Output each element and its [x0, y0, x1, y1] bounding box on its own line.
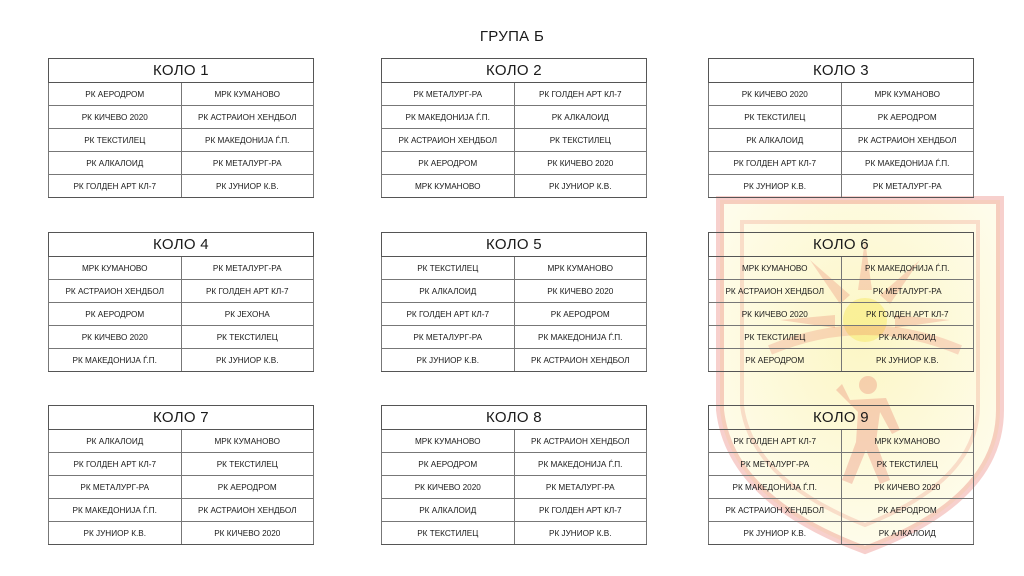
away-team: МРК КУМАНОВО [514, 257, 647, 280]
away-team: МРК КУМАНОВО [181, 430, 314, 453]
home-team: РК КИЧЕВО 2020 [709, 83, 842, 106]
home-team: РК МЕТАЛУРГ-РА [709, 453, 842, 476]
match-row [382, 280, 647, 303]
away-team: РК АСТРАИОН ХЕНДБОЛ [514, 430, 647, 453]
round-title: КОЛО 8 [382, 406, 647, 430]
match-row [382, 129, 647, 152]
match-row [49, 326, 314, 349]
match-row [382, 303, 647, 326]
match-row [382, 522, 647, 545]
match-row [382, 175, 647, 198]
away-team: РК ГОЛДЕН АРТ КЛ-7 [181, 280, 314, 303]
home-team: РК МЕТАЛУРГ-РА [382, 83, 515, 106]
away-team: РК ЈУНИОР К.В. [181, 349, 314, 372]
home-team: РК ТЕКСТИЛЕЦ [49, 129, 182, 152]
home-team: РК АЛКАЛОИД [709, 129, 842, 152]
away-team: РК АЕРОДРОМ [841, 499, 974, 522]
match-row [49, 349, 314, 372]
round-table [381, 405, 647, 545]
round-title: КОЛО 2 [382, 59, 647, 83]
home-team: РК МАКЕДОНИЈА Ѓ.П. [382, 106, 515, 129]
away-team: РК АЕРОДРОМ [181, 476, 314, 499]
home-team: РК АСТРАИОН ХЕНДБОЛ [709, 499, 842, 522]
away-team: РК ГОЛДЕН АРТ КЛ-7 [514, 83, 647, 106]
round-table [708, 58, 974, 198]
away-team: МРК КУМАНОВО [841, 83, 974, 106]
home-team: РК АЕРОДРОМ [709, 349, 842, 372]
away-team: РК ТЕКСТИЛЕЦ [181, 453, 314, 476]
away-team: РК АСТРАИОН ХЕНДБОЛ [181, 106, 314, 129]
away-team: РК МЕТАЛУРГ-РА [181, 257, 314, 280]
home-team: РК МАКЕДОНИЈА Ѓ.П. [49, 499, 182, 522]
home-team: РК МАКЕДОНИЈА Ѓ.П. [49, 349, 182, 372]
home-team: МРК КУМАНОВО [382, 430, 515, 453]
home-team: РК ТЕКСТИЛЕЦ [382, 257, 515, 280]
away-team: РК ГОЛДЕН АРТ КЛ-7 [514, 499, 647, 522]
home-team: МРК КУМАНОВО [709, 257, 842, 280]
home-team: РК АЛКАЛОИД [382, 280, 515, 303]
round-title: КОЛО 4 [49, 233, 314, 257]
away-team: РК ЈЕХОНА [181, 303, 314, 326]
home-team: РК ЈУНИОР К.В. [709, 522, 842, 545]
home-team: РК АСТРАИОН ХЕНДБОЛ [49, 280, 182, 303]
match-row [709, 175, 974, 198]
match-row [709, 257, 974, 280]
home-team: РК ГОЛДЕН АРТ КЛ-7 [709, 152, 842, 175]
away-team: РК КИЧЕВО 2020 [514, 152, 647, 175]
away-team: РК МЕТАЛУРГ-РА [181, 152, 314, 175]
match-row [49, 129, 314, 152]
away-team: РК АСТРАИОН ХЕНДБОЛ [841, 129, 974, 152]
match-row [709, 499, 974, 522]
match-row [49, 106, 314, 129]
home-team: РК АСТРАИОН ХЕНДБОЛ [382, 129, 515, 152]
match-row [709, 476, 974, 499]
away-team: РК АЕРОДРОМ [841, 106, 974, 129]
home-team: РК ТЕКСТИЛЕЦ [709, 326, 842, 349]
match-row [382, 430, 647, 453]
match-row [382, 152, 647, 175]
home-team: РК АЛКАЛОИД [49, 430, 182, 453]
home-team: МРК КУМАНОВО [382, 175, 515, 198]
round-table [708, 405, 974, 545]
away-team: РК МЕТАЛУРГ-РА [841, 175, 974, 198]
away-team: МРК КУМАНОВО [181, 83, 314, 106]
away-team: РК МАКЕДОНИЈА Ѓ.П. [514, 326, 647, 349]
match-row [709, 430, 974, 453]
match-row [709, 303, 974, 326]
match-row [382, 476, 647, 499]
home-team: РК МАКЕДОНИЈА Ѓ.П. [709, 476, 842, 499]
match-row [49, 257, 314, 280]
match-row [382, 326, 647, 349]
match-row [709, 129, 974, 152]
away-team: РК МАКЕДОНИЈА Ѓ.П. [841, 152, 974, 175]
match-row [382, 499, 647, 522]
match-row [382, 106, 647, 129]
away-team: РК КИЧЕВО 2020 [514, 280, 647, 303]
away-team: РК ЈУНИОР К.В. [841, 349, 974, 372]
round-table [48, 405, 314, 545]
home-team: РК ТЕКСТИЛЕЦ [382, 522, 515, 545]
match-row [49, 522, 314, 545]
home-team: РК ЈУНИОР К.В. [382, 349, 515, 372]
home-team: РК АЕРОДРОМ [382, 453, 515, 476]
round-title: КОЛО 5 [382, 233, 647, 257]
match-row [709, 453, 974, 476]
match-row [49, 499, 314, 522]
away-team: РК ТЕКСТИЛЕЦ [514, 129, 647, 152]
match-row [709, 83, 974, 106]
round-title: КОЛО 9 [709, 406, 974, 430]
match-row [709, 152, 974, 175]
match-row [709, 106, 974, 129]
home-team: РК МЕТАЛУРГ-РА [382, 326, 515, 349]
group-title: ГРУПА Б [479, 28, 545, 45]
round-title: КОЛО 3 [709, 59, 974, 83]
away-team: РК ЈУНИОР К.В. [514, 175, 647, 198]
match-row [382, 83, 647, 106]
home-team: РК ГОЛДЕН АРТ КЛ-7 [49, 453, 182, 476]
home-team: РК ГОЛДЕН АРТ КЛ-7 [49, 175, 182, 198]
away-team: РК ТЕКСТИЛЕЦ [181, 326, 314, 349]
match-row [49, 83, 314, 106]
home-team: РК ЈУНИОР К.В. [49, 522, 182, 545]
home-team: РК МЕТАЛУРГ-РА [49, 476, 182, 499]
away-team: РК МАКЕДОНИЈА Ѓ.П. [841, 257, 974, 280]
away-team: РК МЕТАЛУРГ-РА [514, 476, 647, 499]
match-row [49, 280, 314, 303]
home-team: РК АЛКАЛОИД [382, 499, 515, 522]
away-team: РК МАКЕДОНИЈА Ѓ.П. [514, 453, 647, 476]
home-team: РК ТЕКСТИЛЕЦ [709, 106, 842, 129]
away-team: РК АСТРАИОН ХЕНДБОЛ [514, 349, 647, 372]
away-team: РК ЈУНИОР К.В. [514, 522, 647, 545]
away-team: РК АСТРАИОН ХЕНДБОЛ [181, 499, 314, 522]
round-table [381, 58, 647, 198]
home-team: РК АЕРОДРОМ [49, 83, 182, 106]
round-table [48, 58, 314, 198]
match-row [49, 152, 314, 175]
away-team: РК КИЧЕВО 2020 [181, 522, 314, 545]
match-row [49, 430, 314, 453]
match-row [49, 175, 314, 198]
home-team: РК АЛКАЛОИД [49, 152, 182, 175]
away-team: МРК КУМАНОВО [841, 430, 974, 453]
home-team: РК ЈУНИОР К.В. [709, 175, 842, 198]
away-team: РК АЕРОДРОМ [514, 303, 647, 326]
away-team: РК МАКЕДОНИЈА Ѓ.П. [181, 129, 314, 152]
round-table [48, 232, 314, 372]
match-row [709, 522, 974, 545]
home-team: РК АЕРОДРОМ [49, 303, 182, 326]
match-row [49, 303, 314, 326]
round-table [381, 232, 647, 372]
home-team: РК АЕРОДРОМ [382, 152, 515, 175]
match-row [709, 349, 974, 372]
round-title: КОЛО 6 [709, 233, 974, 257]
away-team: РК ТЕКСТИЛЕЦ [841, 453, 974, 476]
match-row [709, 326, 974, 349]
match-row [49, 476, 314, 499]
match-row [382, 349, 647, 372]
home-team: РК АСТРАИОН ХЕНДБОЛ [709, 280, 842, 303]
home-team: РК КИЧЕВО 2020 [382, 476, 515, 499]
away-team: РК КИЧЕВО 2020 [841, 476, 974, 499]
home-team: РК КИЧЕВО 2020 [49, 326, 182, 349]
match-row [709, 280, 974, 303]
away-team: РК ЈУНИОР К.В. [181, 175, 314, 198]
round-title: КОЛО 7 [49, 406, 314, 430]
away-team: РК АЛКАЛОИД [841, 326, 974, 349]
home-team: РК ГОЛДЕН АРТ КЛ-7 [382, 303, 515, 326]
away-team: РК ГОЛДЕН АРТ КЛ-7 [841, 303, 974, 326]
home-team: РК КИЧЕВО 2020 [709, 303, 842, 326]
round-title: КОЛО 1 [49, 59, 314, 83]
match-row [382, 257, 647, 280]
home-team: РК ГОЛДЕН АРТ КЛ-7 [709, 430, 842, 453]
away-team: РК АЛКАЛОИД [841, 522, 974, 545]
home-team: РК КИЧЕВО 2020 [49, 106, 182, 129]
away-team: РК АЛКАЛОИД [514, 106, 647, 129]
home-team: МРК КУМАНОВО [49, 257, 182, 280]
round-table [708, 232, 974, 372]
away-team: РК МЕТАЛУРГ-РА [841, 280, 974, 303]
match-row [49, 453, 314, 476]
match-row [382, 453, 647, 476]
